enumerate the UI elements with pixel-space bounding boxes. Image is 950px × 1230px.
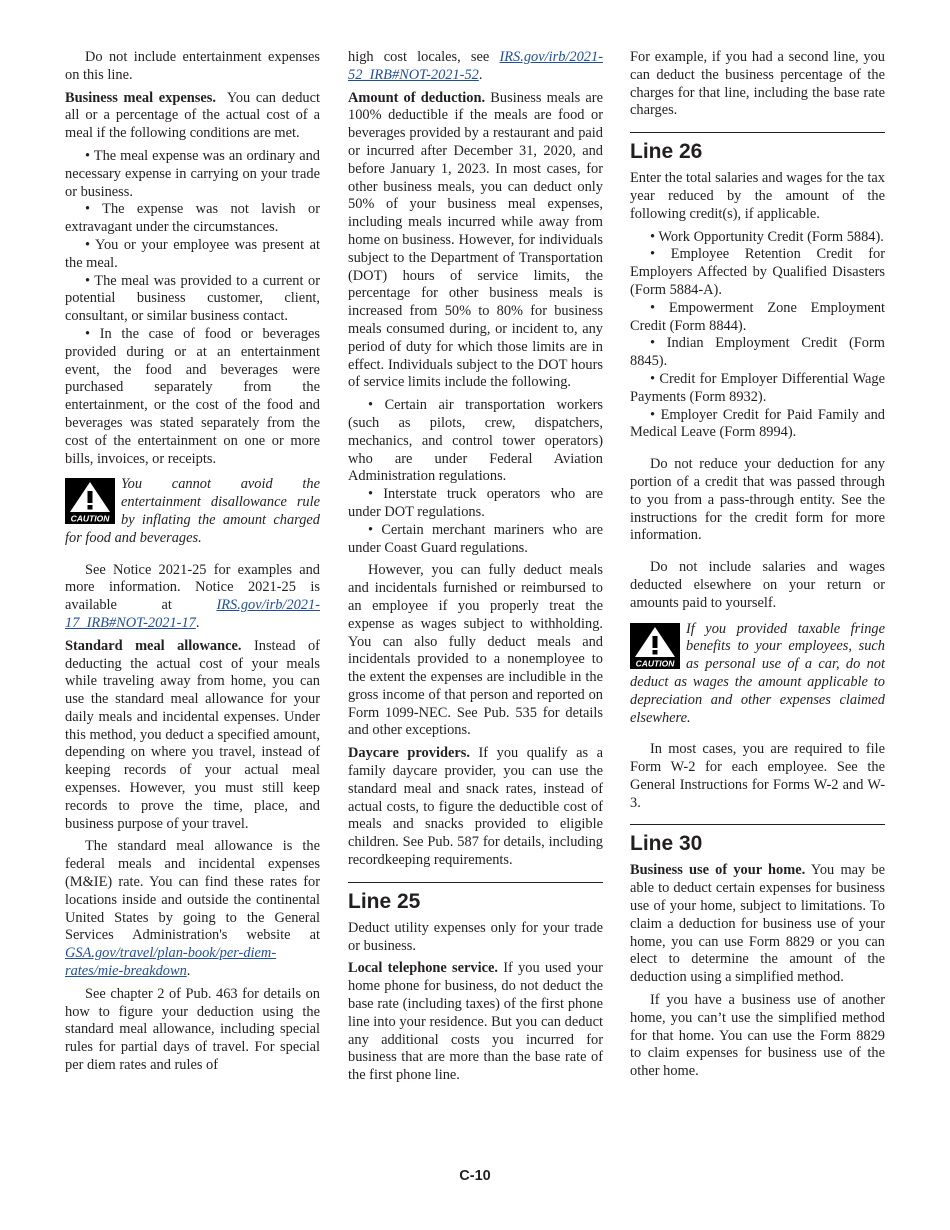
paragraph-text: Instead of deducting the actual cost of your meals while traveling away from home, you can use the standard meal allowance for your daily meals and incidental expenses. Under this method, you deduct a specified amount, depending on where you travel, instead of keeping records of your actual meal expenses. However, you must still keep records to prove the time, place, and business purpose of your travel. — [65, 637, 320, 832]
caution-note — [630, 621, 885, 728]
caution-label: CAUTION — [635, 658, 675, 669]
run-in-heading: Amount of deduction. — [348, 89, 486, 106]
caution-icon — [65, 478, 115, 524]
caution-icon — [630, 623, 680, 669]
paragraph-mie: The standard meal allowance is the federal meals and incidental expenses (M&IE) rate. You can find these rates for locations inside and outside the continental United States by going to the General Services Administration's website at GSA.gov/travel/plan-book/per-diem-rates/mie-breakdown. — [65, 838, 320, 980]
line-26-heading: Line 26 — [630, 140, 703, 164]
paragraph-pub463: See chapter 2 of Pub. 463 for details on how to figure your deduction using the standard meal allowance, including special rules for partial days of travel. For special per diem rates and rules of — [65, 985, 320, 1074]
paragraph-do-not-include: Do not include salaries and wages deducted elsewhere on your return or amounts paid to yourself. — [630, 559, 885, 611]
paragraph-notice: See Notice 2021-25 for examples and more information. Notice 2021-25 is available at IRS.gov/irb/2021-17_IRB#NOT-2021-17. — [65, 561, 320, 631]
paragraph-another-home: If you have a business use of another home, you can’t use the simplified method for that home. You can use the Form 8829 to claim expenses for business use of the other home. — [630, 992, 885, 1080]
bullet-item: • In the case of food or beverages provided during or at an entertainment event, the food and beverages were purchased separately from the entertainment, or the cost of the food and beverages was stated separately from the cost of the entertainment on one or more bills, invoices, or receipts. — [65, 325, 320, 467]
column-2 — [348, 49, 603, 1090]
section-divider — [630, 132, 885, 133]
caution-text: You cannot avoid the entertainment disallowance rule by inflating the amount charged for food and beverages. — [65, 476, 320, 546]
paragraph-entertainment: Do not include entertainment expenses on this line. — [65, 49, 320, 83]
paragraph-continued: high cost locales, see IRS.gov/irb/2021-52_IRB#NOT-2021-52. — [348, 49, 603, 83]
paragraph-text: If you qualify as a family daycare provider, you can use the standard meal and snack rates, instead of actual costs, to figure the deductible cost of meals and snacks provided to eligible children. See Pub. 587 for details, including recordkeeping requirements. — [348, 745, 603, 869]
caution-label: CAUTION — [70, 513, 110, 524]
bullet-item: • The meal was provided to a current or potential business customer, client, consultant, or similar business contact. — [65, 272, 320, 325]
paragraph-amount-of-deduction — [348, 90, 603, 393]
column-3 — [630, 49, 885, 1086]
run-in-heading: Daycare providers. — [348, 745, 470, 762]
bullet-item: • The expense was not lavish or extravagant under the circumstances. — [65, 201, 320, 236]
bullet-item: • You or your employee was present at the meal. — [65, 236, 320, 271]
page-number: C-10 — [459, 1168, 491, 1184]
section-divider — [630, 824, 885, 825]
bullet-item: • Work Opportunity Credit (Form 5884). — [650, 228, 884, 245]
paragraph-w2: In most cases, you are required to file Form W-2 for each employee. See the General Instructions for Forms W-2 and W-3. — [630, 741, 885, 811]
bullet-item: • Certain air transportation workers (such as pilots, crew, dispatchers, mechanics, and control tower operators) who are under Federal Aviation Administration regulations. — [348, 397, 603, 485]
run-in-heading: Local telephone service. — [348, 960, 498, 977]
paragraph-line26: Enter the total salaries and wages for the tax year reduced by the amount of the following credit(s), if applicable. — [630, 170, 885, 222]
caution-text: If you provided taxable fringe benefits to your employees, such as personal use of a car, do not deduct as wages the amount applicable to depreciation and other expenses claimed elsewhere. — [630, 620, 885, 726]
gsa-link[interactable]: GSA.gov/travel/plan-book/per-diem-rates/mie-breakdown — [65, 945, 277, 980]
bullet-item: • Interstate truck operators who are under DOT regulations. — [348, 486, 603, 520]
paragraph-do-not-reduce: Do not reduce your deduction for any portion of a credit that was passed through to you from a pass-through entity. See the instructions for the credit form for more information. — [630, 456, 885, 544]
paragraph-local-telephone — [348, 960, 603, 1085]
line-30-heading: Line 30 — [630, 832, 703, 856]
paragraph-text: You can deduct all or a percentage of the actual cost of a meal if the following conditions are met. — [65, 89, 320, 142]
paragraph-text: You may be able to deduct certain expenses for business use of your home, subject to limitations. To claim a deduction for business use of your home, you can use Form 8829 or you can elect to determine the amount of the deduction using a simplified method. — [630, 862, 885, 986]
notice-link[interactable]: IRS.gov/irb/2021-17_IRB#NOT-2021-17 — [65, 597, 320, 631]
bullet-item: • Certain merchant mariners who are under Coast Guard regulations. — [348, 521, 603, 556]
paragraph-line25: Deduct utility expenses only for your trade or business. — [348, 919, 603, 954]
run-in-heading: Business meal expenses. — [65, 89, 216, 106]
section-divider — [348, 882, 603, 883]
irb-link[interactable]: IRS.gov/irb/2021-52_IRB#NOT-2021-52 — [348, 49, 603, 83]
paragraph-text: Business meals are 100% deductible if the meals are food or beverages provided by a restaurant and paid or incurred after December 31, 2020, and before January 1, 2023. In most cases, for other business meals, you can deduct only 50% of your business meal expenses, including meals incurred while away from home on business. However, for individuals subject to the Department of Transportation (DOT) hours of service limits, the percentage for other business meals is increased from 50% to 80% for business meals consumed during, or incident to, any period of duty for which those limits are in effect. Individuals subject to the DOT hours of service limits include the following. — [348, 89, 603, 391]
bullet-item: • Employer Credit for Paid Family and Medical Leave (Form 8994). — [630, 406, 885, 441]
paragraph-business-meal-expenses — [65, 90, 320, 143]
caution-note — [65, 476, 320, 547]
bullet-item: • The meal expense was an ordinary and necessary expense in carrying on your trade or business. — [65, 147, 320, 200]
bullet-item: • Employee Retention Credit for Employers Affected by Qualified Disasters (Form 5884-A). — [630, 246, 885, 298]
bullet-item: • Credit for Employer Differential Wage Payments (Form 8932). — [630, 370, 886, 405]
run-in-heading: Standard meal allowance. — [65, 637, 242, 654]
paragraph-business-use-of-home — [630, 862, 885, 987]
run-in-heading: Business use of your home. — [630, 862, 806, 879]
paragraph-text: If you used your home phone for business, do not deduct the base rate (including taxes) of the first phone line into your residence. But you can deduct any additional costs you incurred for business that are more than the base rate of the first phone line. — [348, 960, 603, 1084]
paragraph-example: For example, if you had a second line, you can deduct the business percentage of the charges for that line, including the base rate charges. — [630, 49, 885, 119]
column-1 — [65, 49, 320, 1080]
paragraph-daycare — [348, 745, 603, 870]
paragraph-however: However, you can fully deduct meals and incidentals furnished or reimbursed to an employee if you properly treat the expense as wages subject to withholding. You can also fully deduct meals and incidentals provided to a nonemployee to the extent the expenses are includible in the gross income of that person and reported on Form 1099-NEC. See Pub. 535 for details and other exceptions. — [348, 562, 603, 739]
line-25-heading: Line 25 — [348, 889, 421, 913]
paragraph-standard-meal-allowance — [65, 638, 320, 834]
bullet-item: • Indian Employment Credit (Form 8845). — [630, 335, 885, 370]
bullet-item: • Empowerment Zone Employment Credit (Form 8844). — [630, 299, 886, 334]
